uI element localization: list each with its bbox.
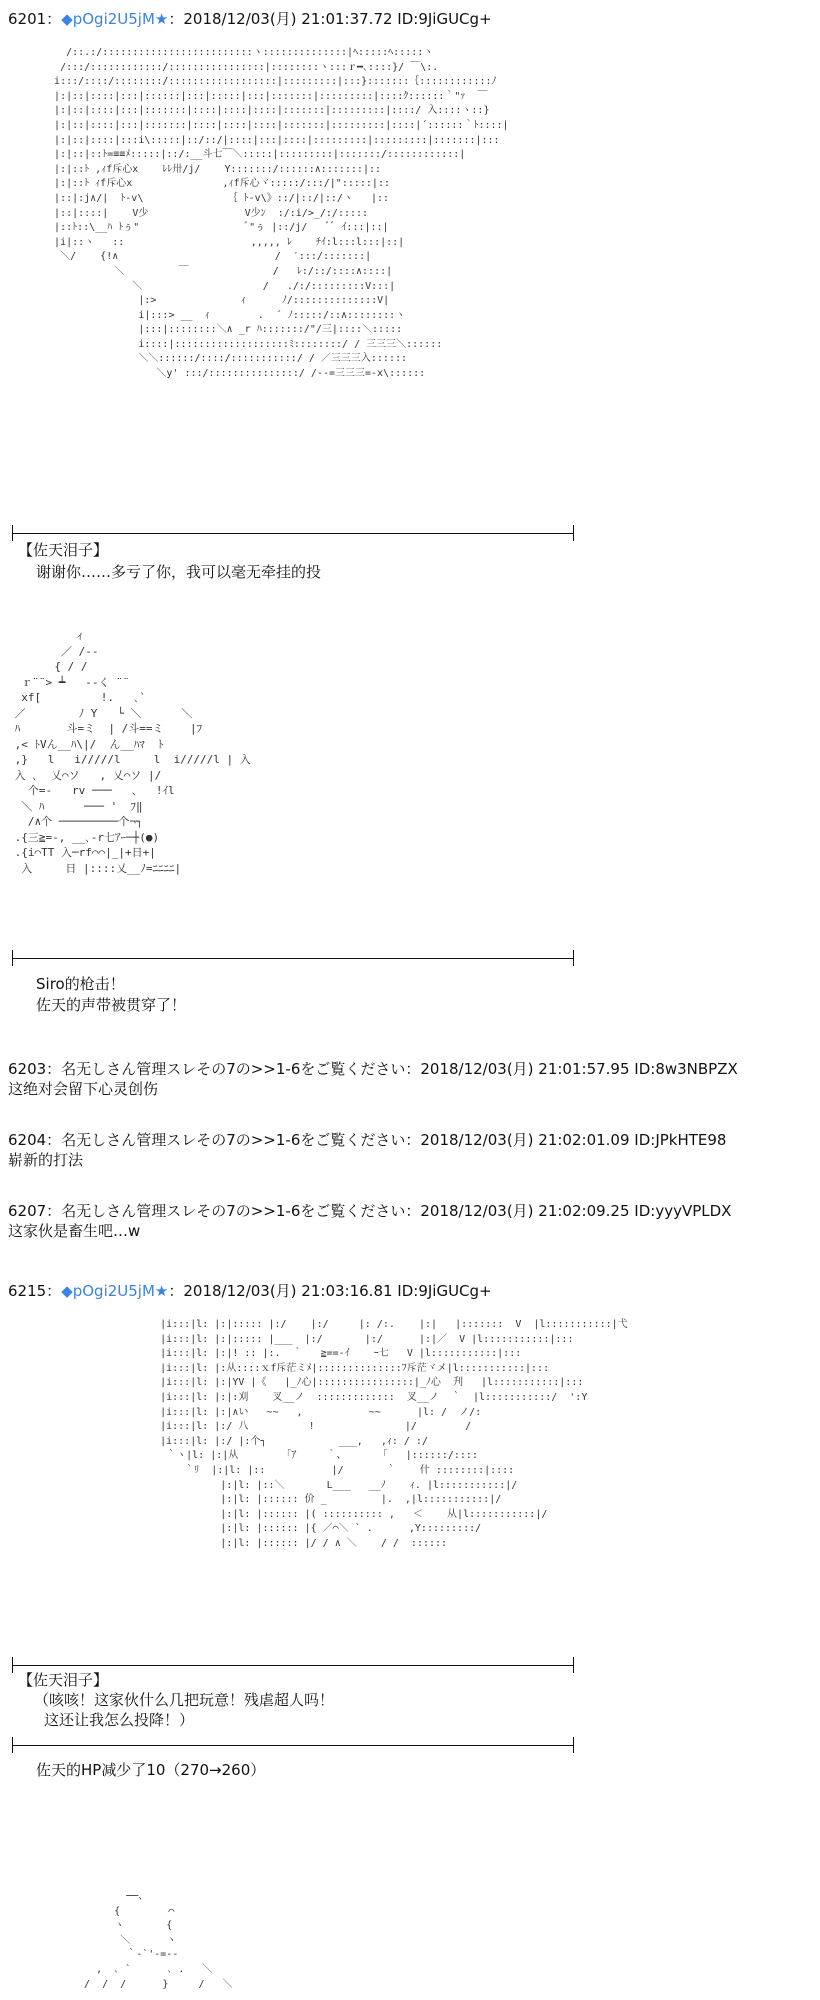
divider-tick-left [12,1737,13,1753]
ascii-art-siro-gun: ィ ／ /-- { / / ｒ¨¨> ┷ ‐‐く ¨¨ xf[ !. ､` ／ ﾉ Y └ ＼ ＼ ﾊ 斗=ミ | /斗==ミ |ﾌ ,< ﾄVん__ﾊ\|/ ん__ﾊﾏ ﾄ ,} l i/////l l i/////l | 入 入 ､ 乂⌒ソ , 乂⌒ソ |/ 个=- rv ─── 、 !ｲl ＼ ﾊ ─── ' ﾌ‖ /∧个 ─────────个¬┐ .{三≧=-, __､-r七ｱｰ─┼(●) .{i⌒TT 入─rf⌒⌒|_|+日+| 入 日 |::::乂__ﾉ=ﾆﾆﾆﾆ| [14,629,251,875]
narration-line: 佐天的声带被贯穿了！ [36,996,187,1014]
post-number: 6204： [8,1131,62,1149]
post-meta: ：2018/12/03(月) 21:03:16.81 ID:9JiGUCg+ [168,1282,492,1300]
post-meta: 名无しさん管理スレその7の>>1-6をご覧ください：2018/12/03(月) 21:01:57.95 ID:8w3NBPZX [61,1060,738,1078]
ascii-art-saten-coughing: |i:::|l: |:|::::: |:/ |:/ |: /:. |:| |::::::: V |l:::::::::::|弋 |i:::|l: |:|::::: |___ |:/ |:/ |:|／ V |l:::::::::::|::: |i:::|l: |:|! :: |:. ｀ ≧==-ｲ ｰ七 V |l:::::::::::|::: |i:::|l: |:从::::ｘf斥茫ミﾒ|::::::::::::::ﾌ斥茫ヾメ|l:::::::::::|::: |i:::|l: |:|YV |《 |_ﾉ心|::::::::::::::::|_ﾉ心 刋 |l:::::::::::|::: |i:::|l: |:|:刈 叉__ノ ::::::::::::: 叉__ノ ｀ |l:::::::::::/ ':Y |i:::|l: |:|∧い ~~ , ~~ |l: / ノ/: |i:::|l: |:/ 八 ! |/ / |i:::|l: |:/ |:个┐ ___, ,ｨ: / :/ ｀ヽ|l: |:|从 ｢ｱ ｀、 ｢ |::::::/:::: ｀ﾘ |:|l: |:: |/ ｀ 什 ::::::::|:::: |:|l: |::＼ L___ __ﾉ ｨ. |l:::::::::::|/ |:|l: |:::::: 价 _ |. ,|l:::::::::::|/ |:|l: |:::::: |( :::::::::: , ＜ 从|l:::::::::::|/ |:|l: |:::::: |{ ／⌒＼ ` . ,Y:::::::::/ |:|l: |:::::: |/ / ∧ ＼ / / :::::: [160,1319,628,1549]
post-body: 这绝对会留下心灵创伤 [8,1080,159,1098]
divider-rule [12,533,574,534]
speaker-label: 【佐天泪子】 [18,1671,109,1689]
post-number: 6207： [8,1202,62,1220]
post-body: 这家伙是畜生吧…w [8,1222,141,1240]
post-number: 6203： [8,1060,62,1078]
author-trip-link[interactable]: ◆pOgi2U5jM★ [61,1282,169,1300]
divider-rule [12,1665,574,1666]
author-trip-link[interactable]: ◆pOgi2U5jM★ [61,10,169,28]
ascii-art-saten-crying: /::.:/:::::::::::::::::::::::::ヽ::::::::::::::|ﾍ:::::ﾍ:::::ヽ /:::/::::::::::::/::::::::::::::::|::::::::ヽ:::ｒ━､::::}/ ￣\:. i:::/::::/::::::::/::::::::::::::::::|:::::::::|:::}:::::::｛::::::::::::ﾉ |:|::|::::|:::|::::::|:::|:::::|:::|:::::::|:::::::::|::::ｸ::::::｀"ｧ ￣ |:|::|::::|:::|:::::::|::::|::::|::::|:::::::|:::::::::|::::/ 入::::ヽ::} |:|::|::::|:::|:::::::|::::|::::|::::|:::::::|:::::::::|::::|´::::::｀ﾄ::::| |:|::|::::|:::i\:::::|::/::/|::::|:::|::::|:::::::::|:::::::::|:::::::|::: |:|::|::ﾄ=≡≡ﾒ:::::|::/:__斗七￣＼:::::|:::::::::|:::::::/::::::::::::| |:|::ﾄ ,ｨf斥心x ﾚﾚ卅/j/ Y:::::::/::::::∧:::::::|:: |:|::ﾄ ｨf斥心x ,ｨf斥心ヾ:::::/:::/|":::::|:: |::|:j∧/| ﾄ-v\ ｛ ﾄ-v\》::/|::/|::/ヽ |:: |::|::::| V少 V少ﾝ :/:i/>_/:/::::: |::ﾄ::\__ﾊ ﾄぅ" ﾞ"ぅ |::/j/ ﾞﾞ ｲ:::|::| |i|::ヽ :: ,,,,, ﾚ ﾁｲ:l:::l:::|::| ＼/ {!∧ / ′:::/:::::::| ＼ ￣ / ﾚ:/::/::::∧::::| ＼ / ./:/:::::::::V:::| |:> ｨ ﾉ/::::::::::::::V| i|:::> __ ｨ . ´ ﾉ:::::/::∧::::::::ヽ |:::|::::::::＼∧ _r ﾊ:::::::/"/三|::::＼::::: i::::|:::::::::::::::::::ﾐ::::::::/ / 三三三＼:::::: ＼＼::::::/::::/:::::::::::/ / ／三三三入:::::: ＼y' :::/:::::::::::::::/ /--=三三三=-x\:::::: [54,47,509,380]
post-meta: 名无しさん管理スレその7の>>1-6をご覧ください：2018/12/03(月) 21:02:09.25 ID:yyyVPLDX [61,1202,732,1220]
dialogue-line: 谢谢你……多亏了你，我可以毫无牵挂的投 [36,563,322,581]
post-header-6201 [8,8,492,29]
speaker-label: 【佐天泪子】 [18,541,109,559]
post-number: 6201： [8,10,62,28]
divider-tick-right [573,525,574,541]
ascii-art-partial-figure: ──、 { ⌒ ヽ { ＼ ヽ ｀-`'‐=‐‐ , ､ ` ､ . ＼ / / / } / ＼ [84,1891,233,1990]
hp-status-line: 佐天的HP减少了10（270→260） [36,1761,266,1779]
divider-rule [12,958,574,959]
post-header-6203 [8,1058,738,1079]
post-meta: 名无しさん管理スレその7の>>1-6をご覧ください：2018/12/03(月) 21:02:01.09 ID:JPkHTE98 [61,1131,727,1149]
narration-line: Siro的枪击！ [36,975,125,993]
post-number: 6215： [8,1282,62,1300]
divider-tick-right [573,950,574,966]
divider-tick-left [12,1657,13,1673]
post-header-6204 [8,1129,726,1150]
divider-tick-left [12,950,13,966]
post-header-6207 [8,1200,731,1221]
dialogue-line: （咳咳！这家伙什么几把玩意！残虐超人吗！ [34,1691,335,1709]
divider-tick-right [573,1657,574,1673]
dialogue-line: 这还让我怎么投降！） [44,1711,195,1729]
post-header-6215 [8,1280,492,1301]
post-body: 崭新的打法 [8,1151,84,1169]
post-meta: ：2018/12/03(月) 21:01:37.72 ID:9JiGUCg+ [168,10,492,28]
divider-tick-left [12,525,13,541]
divider-rule [12,1745,574,1746]
divider-tick-right [573,1737,574,1753]
